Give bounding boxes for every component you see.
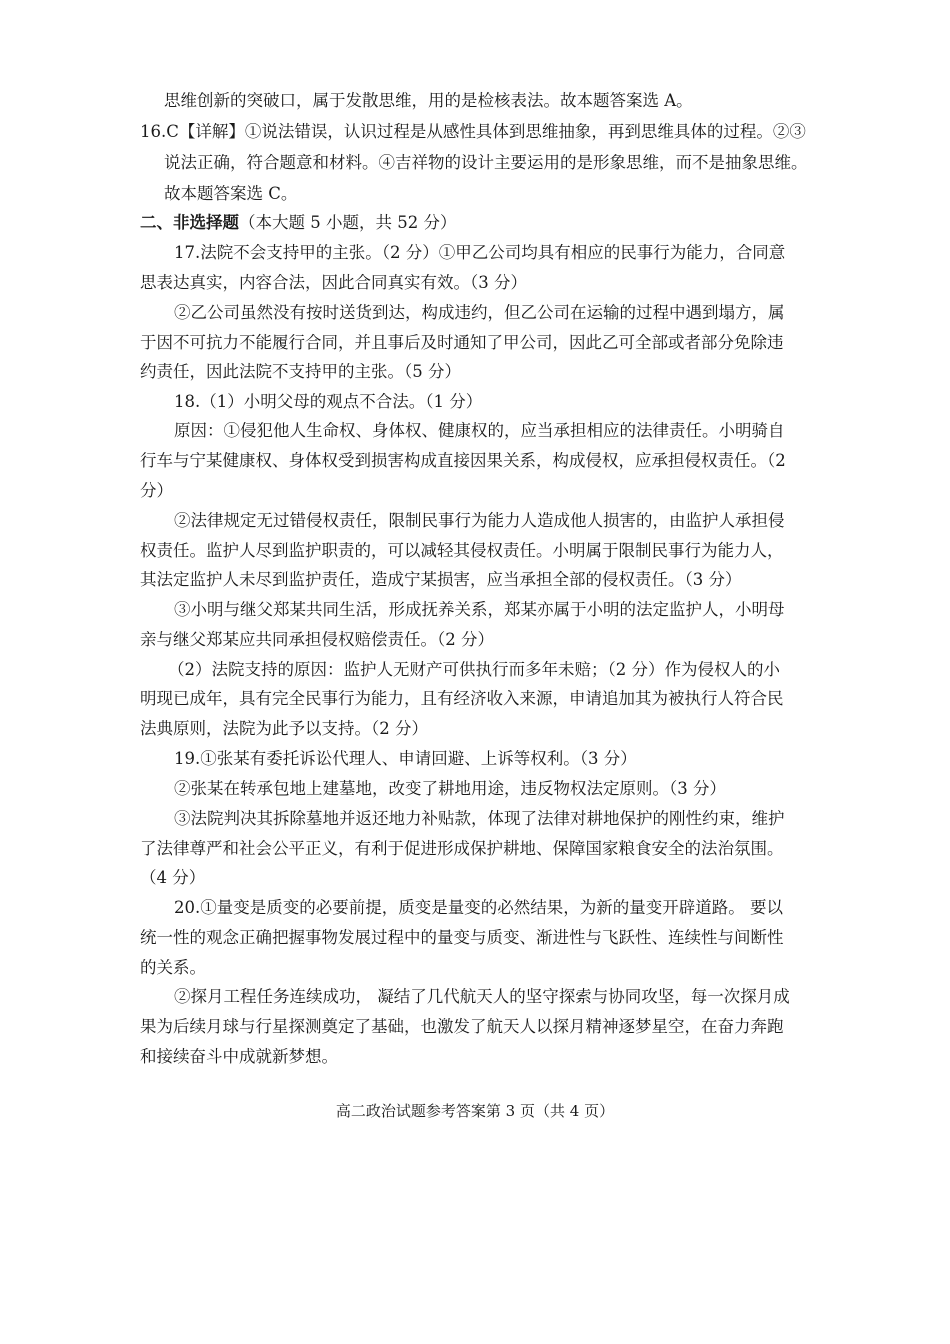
text-line: 行车与宁某健康权、身体权受到损害构成直接因果关系，构成侵权，应承担侵权责任。（2: [140, 451, 786, 470]
text-line: 16.C【详解】①说法错误，认识过程是从感性具体到思维抽象，再到思维具体的过程。②③: [140, 122, 806, 141]
text-line: ②法律规定无过错侵权责任，限制民事行为能力人造成他人损害的，由监护人承担侵: [174, 511, 785, 530]
text-line: 思维创新的突破口，属于发散思维，用的是检核表法。故本题答案选 A。: [164, 91, 693, 110]
text-line: 思表达真实，内容合法，因此合同真实有效。（3 分）: [140, 273, 527, 292]
text-line: 分）: [140, 481, 173, 500]
section-note: （本大题 5 小题，共 52 分）: [239, 213, 457, 232]
text-line: 法典原则，法院为此予以支持。（2 分）: [140, 719, 428, 738]
text-line: 亲与继父郑某应共同承担侵权赔偿责任。（2 分）: [140, 630, 494, 649]
text-line: 权责任。监护人尽到监护职责的，可以减轻其侵权责任。小明属于限制民事行为能力人，: [140, 541, 784, 560]
text-line: ②探月工程任务连续成功， 凝结了几代航天人的坚守探索与协同攻坚，每一次探月成: [174, 987, 790, 1006]
text-line: ③小明与继父郑某共同生活，形成抚养关系，郑某亦属于小明的法定监护人，小明母: [174, 600, 785, 619]
text-line: 原因：①侵犯他人生命权、身体权、健康权的，应当承担相应的法律责任。小明骑自: [174, 421, 785, 440]
text-line: 20.①量变是质变的必要前提，质变是量变的必然结果，为新的量变开辟道路。 要以: [174, 898, 783, 917]
text-line: 说法正确，符合题意和材料。④吉祥物的设计主要运用的是形象思维，而不是抽象思维。: [164, 153, 808, 172]
text-line: 明现已成年，具有完全民事行为能力，且有经济收入来源，申请追加其为被执行人符合民: [140, 689, 784, 708]
text-line: 19.①张某有委托诉讼代理人、申请回避、上诉等权利。（3 分）: [174, 749, 637, 768]
text-line: 果为后续月球与行星探测奠定了基础，也激发了航天人以探月精神逐梦星空，在奋力奔跑: [140, 1017, 784, 1036]
text-line: 17.法院不会支持甲的主张。（2 分）①甲乙公司均具有相应的民事行为能力，合同意: [174, 243, 786, 262]
text-line: 18.（1）小明父母的观点不合法。（1 分）: [174, 392, 483, 411]
section-heading-line: [140, 212, 456, 234]
text-line: ③法院判决其拆除墓地并返还地力补贴款，体现了法律对耕地保护的刚性约束，维护: [174, 809, 785, 828]
text-line: 和接续奋斗中成就新梦想。: [140, 1047, 338, 1066]
page-footer: 高二政治试题参考答案第 3 页（共 4 页）: [335, 1102, 615, 1120]
text-line: 故本题答案选 C。: [164, 184, 298, 203]
text-line: 的关系。: [140, 958, 206, 977]
text-line: 其法定监护人未尽到监护责任，造成宁某损害，应当承担全部的侵权责任。（3 分）: [140, 570, 742, 589]
text-line: 了法律尊严和社会公平正义，有利于促进形成保护耕地、保障国家粮食安全的法治氛围。: [140, 839, 784, 858]
text-line: ②张某在转承包地上建墓地，改变了耕地用途，违反物权法定原则。（3 分）: [174, 779, 726, 798]
text-line: 约责任，因此法院不支持甲的主张。（5 分）: [140, 362, 461, 381]
text-line: ②乙公司虽然没有按时送货到达，构成违约，但乙公司在运输的过程中遇到塌方，属: [174, 303, 785, 322]
section-heading: 二、非选择题: [140, 213, 239, 232]
text-line: 于因不可抗力不能履行合同，并且事后及时通知了甲公司，因此乙可全部或者部分免除违: [140, 333, 784, 352]
text-line: （2）法院支持的原因：监护人无财产可供执行而多年未赔；（2 分）作为侵权人的小: [168, 660, 780, 679]
text-line: （4 分）: [140, 868, 206, 887]
text-line: 统一性的观念正确把握事物发展过程中的量变与质变、渐进性与飞跃性、连续性与间断性: [140, 928, 784, 947]
